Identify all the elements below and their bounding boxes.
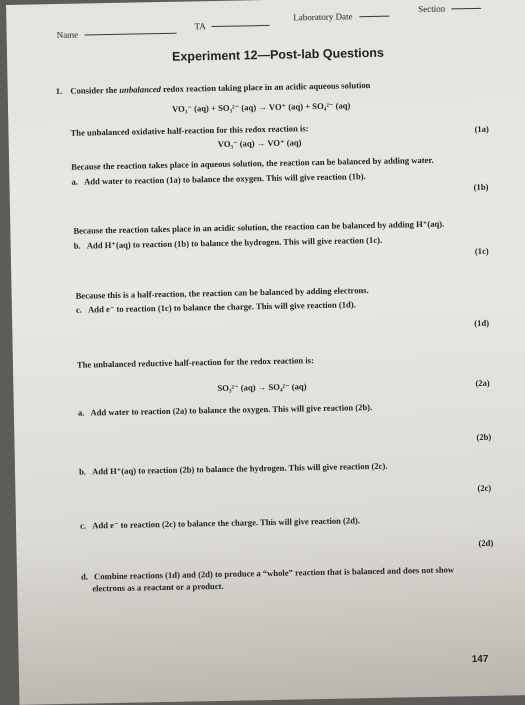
page-title: Experiment 12—Post-lab Questions (171, 45, 385, 64)
oxidative-intro: The unbalanced oxidative half-reaction for this redox reaction is: (70, 123, 309, 138)
label-1a: (1a) (474, 123, 489, 135)
step-1a (71, 171, 365, 187)
lab-date-blank[interactable] (360, 16, 390, 18)
step-text: Add e⁻ to reaction (1c) to balance the charge. This will give reaction (1d). (87, 299, 356, 315)
step-letter: a. (71, 176, 79, 187)
section-field (418, 3, 481, 14)
label-2d: (2d) (478, 537, 494, 549)
section-label: Section (418, 3, 446, 15)
reductive-intro: The unbalanced reductive half-reaction for the redox reaction is: (76, 355, 314, 370)
label-2c: (2c) (477, 482, 492, 494)
answer-space-1b[interactable] (232, 197, 412, 214)
intro-pre: Consider the (70, 84, 120, 96)
main-reaction: VO₃⁻ (aq) + SO₃²⁻ (aq) → VO⁺ (aq) + SO₄²⁻ (aq) (171, 100, 351, 114)
label-1d: (1d) (474, 317, 490, 329)
step-letter: b. (78, 466, 87, 477)
label-1c: (1c) (474, 245, 489, 257)
step-1b (74, 235, 383, 252)
name-label: Name (56, 29, 79, 41)
name-blank[interactable] (84, 33, 176, 36)
ta-label: TA (194, 21, 206, 32)
page-number: 147 (471, 653, 489, 666)
step-letter: c. (75, 304, 82, 315)
acid-note: Because the reaction takes place in an acidic solution, the reaction can be balanced by adding H⁺(aq). (73, 218, 445, 236)
oxidative-reaction: VO₃⁻ (aq) → VO⁺ (aq) (217, 137, 302, 149)
step-2b (79, 461, 388, 478)
question-1-intro (56, 80, 371, 96)
step-2d-continued: electrons as a reactant or a product. (92, 580, 224, 594)
intro-emphasis: unbalanced (119, 84, 161, 95)
step-text: Add water to reaction (2a) to balance the oxygen. This will give reaction (2b). (90, 402, 373, 418)
step-1c (76, 299, 356, 315)
reductive-reaction: SO₃²⁻ (aq) → SO₄²⁻ (aq) (217, 381, 307, 393)
step-text: Add H⁺(aq) to reaction (1b) to balance the hydrogen. This will give reaction (1c). (86, 234, 383, 251)
label-2b: (2b) (476, 431, 492, 443)
step-text: Add e⁻ to reaction (2c) to balance the charge. This will give reaction (2d). (92, 515, 361, 531)
step-text: Add water to reaction (1a) to balance the oxygen. This will give reaction (1b). (83, 171, 366, 187)
lab-date-label: Laboratory Date (293, 11, 353, 23)
step-text-line-1: Combine reactions (1d) and (2d) to produce a “whole” reaction that is balanced and does not show (94, 564, 455, 582)
question-number: 1. (55, 85, 63, 97)
label-1b: (1b) (473, 181, 489, 193)
step-letter: d. (80, 571, 89, 582)
electron-note: Because this is a half-reaction, the reaction can be balanced by adding electrons. (75, 285, 369, 301)
ta-field (194, 20, 269, 31)
label-2a: (2a) (475, 377, 490, 389)
step-letter: a. (77, 407, 85, 418)
step-text: Add H⁺(aq) to reaction (2b) to balance the hydrogen. This will give reaction (2c). (92, 460, 388, 477)
step-letter: b. (73, 240, 81, 251)
water-note: Because the reaction takes place in aqueous solution, the reaction can be balanced by adding water. (71, 154, 434, 172)
step-letter: c. (79, 520, 87, 531)
step-2d (81, 564, 454, 581)
worksheet-page (6, 0, 525, 705)
intro-post: redox reaction taking place in an acidic aqueous solution (160, 80, 371, 95)
step-2c (80, 515, 360, 531)
section-blank[interactable] (451, 8, 481, 10)
lab-date-field (293, 11, 390, 23)
ta-blank[interactable] (212, 25, 270, 27)
step-2a (78, 402, 372, 418)
name-field (57, 28, 177, 40)
